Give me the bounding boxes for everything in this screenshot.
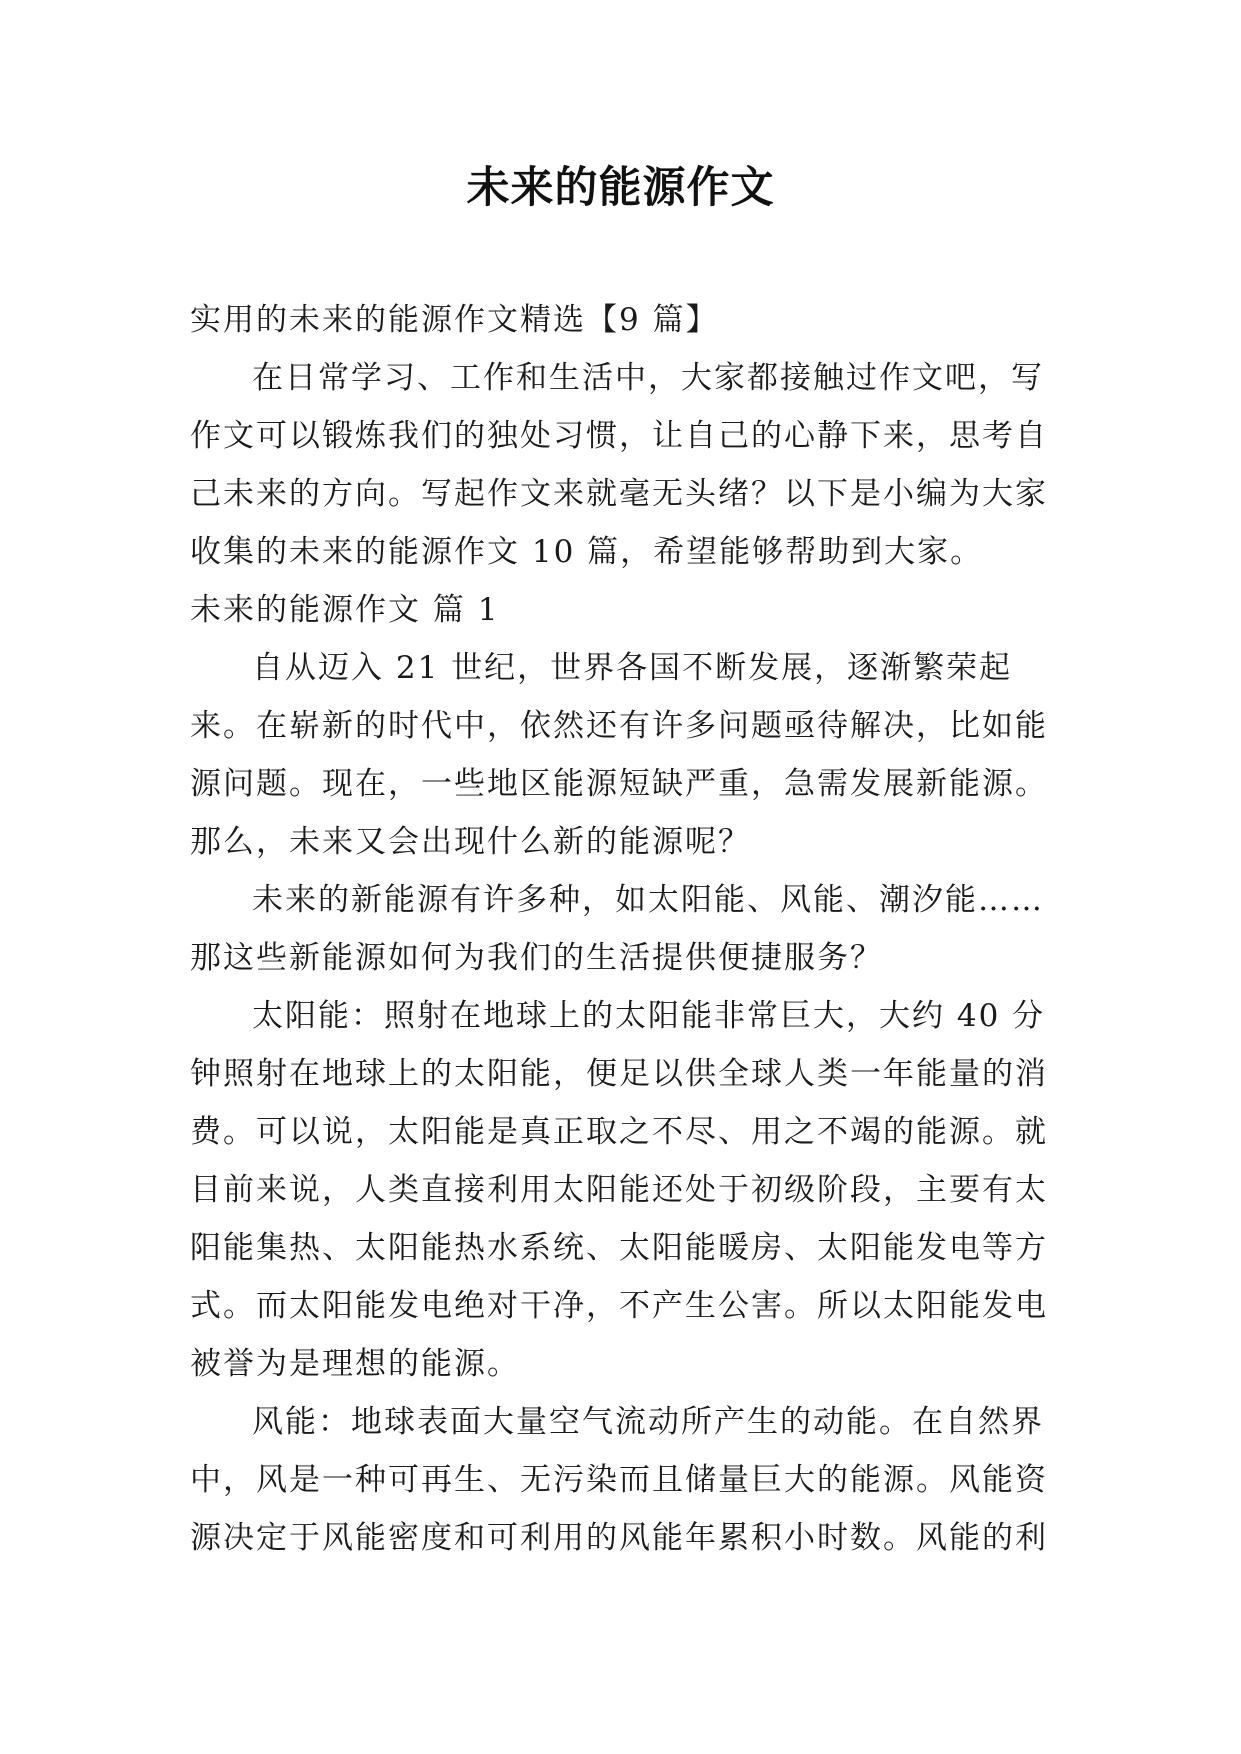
intro-paragraph: 在日常学习、工作和生活中，大家都接触过作文吧，写作文可以锻炼我们的独处习惯，让自己的心静下来，思考自己未来的方向。写起作文来就毫无头绪？以下是小编为大家收集的未来的能源作文 10 篇，希望能够帮助到大家。 bbox=[190, 360, 1048, 570]
body-paragraph: 自从迈入 21 世纪，世界各国不断发展，逐渐繁荣起来。在崭新的时代中，依然还有许多问题亟待解决，比如能源问题。现在，一些地区能源短缺严重，急需发展新能源。那么，未来又会出现什么新的能源呢？ bbox=[190, 650, 1048, 860]
section-heading: 未来的能源作文 篇 1 bbox=[190, 592, 500, 628]
page-title: 未来的能源作文 bbox=[466, 163, 775, 213]
document-body bbox=[190, 291, 1070, 1567]
subtitle-line: 实用的未来的能源作文精选【9 篇】 bbox=[190, 302, 719, 338]
body-paragraph: 风能：地球表面大量空气流动所产生的动能。在自然界中，风是一种可再生、无污染而且储量巨大的能源。风能资源决定于风能密度和可利用的风能年累积小时数。风能的利 bbox=[190, 1404, 1048, 1556]
body-paragraph: 未来的新能源有许多种，如太阳能、风能、潮汐能……那这些新能源如何为我们的生活提供便捷服务？ bbox=[190, 882, 1044, 976]
body-paragraph: 太阳能：照射在地球上的太阳能非常巨大，大约 40 分钟照射在地球上的太阳能，便足以供全球人类一年能量的消费。可以说，太阳能是真正取之不尽、用之不竭的能源。就目前来说，人类直接利用太阳能还处于初级阶段，主要有太阳能集热、太阳能热水系统、太阳能暖房、太阳能发电等方式。而太阳能发电绝对干净，不产生公害。所以太阳能发电被誉为是理想的能源。 bbox=[190, 998, 1048, 1382]
